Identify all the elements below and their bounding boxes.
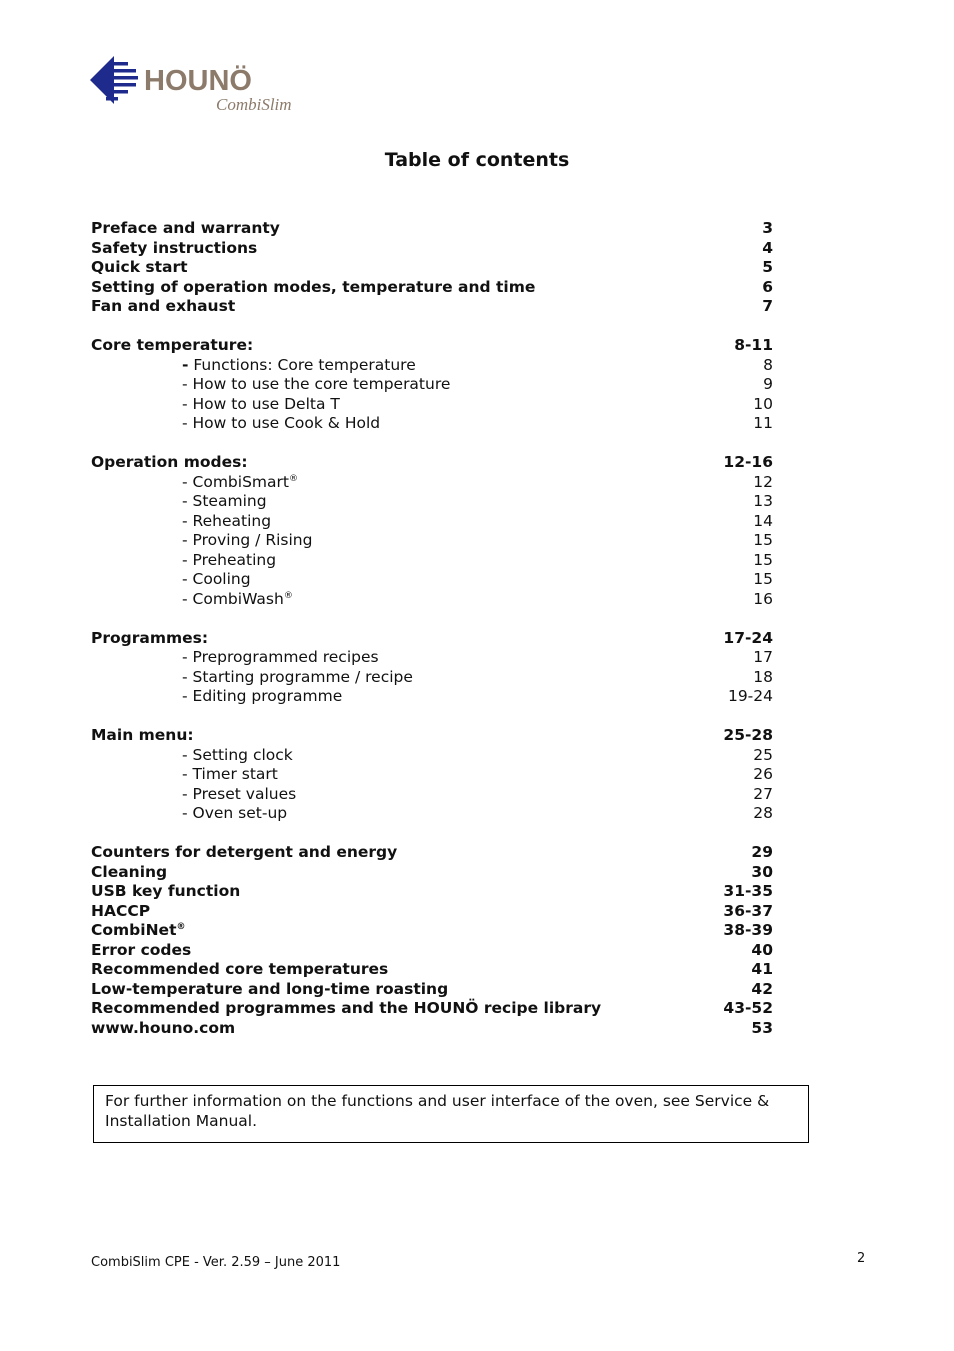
toc-entry (91, 941, 773, 961)
toc-entry-page: 10 (753, 394, 773, 413)
toc-entry (91, 921, 773, 941)
toc-entry-label (91, 473, 298, 493)
registered-mark: ® (283, 590, 293, 601)
toc-entry (91, 999, 773, 1019)
toc-subentry (91, 356, 773, 376)
toc-entry (91, 629, 773, 649)
toc-entry-text: - How to use Cook & Hold (182, 414, 381, 432)
registered-mark: ® (288, 473, 298, 484)
houno-logo-mark (88, 52, 303, 114)
toc-subentry (91, 512, 773, 532)
toc-entry-text: - CombiWash (182, 589, 284, 608)
toc-entry-text: Cleaning (91, 862, 168, 881)
toc-entry-page: 17-24 (723, 628, 773, 647)
toc-entry-text: Programmes: (91, 628, 209, 647)
toc-entry-label (91, 551, 276, 571)
toc-entry-text: - Oven set-up (182, 804, 288, 822)
toc-entry-page: 12 (753, 472, 773, 491)
toc-entry-text: - Cooling (182, 570, 251, 588)
toc-entry-page: 38-39 (723, 921, 773, 939)
toc-spacer (91, 317, 773, 337)
toc-entry (91, 902, 773, 922)
toc-entry-label (91, 239, 257, 259)
toc-entry-text: Quick start (91, 258, 188, 276)
toc-entry-label (91, 414, 380, 434)
toc-entry-text: Safety instructions (91, 238, 258, 257)
page-title: Table of contents (384, 149, 570, 171)
toc-entry-page: 31-35 (723, 882, 773, 900)
toc-subentry (91, 668, 773, 688)
toc-entry-page: 17 (753, 648, 773, 666)
toc-entry-page: 15 (753, 550, 773, 569)
toc-entry-text: Recommended programmes and the HOUNÖ recipe library (91, 999, 602, 1017)
toc-entry-label (91, 492, 267, 512)
toc-entry-label (91, 395, 340, 415)
toc-spacer (91, 609, 773, 629)
footer-text: CombiSlim CPE - Ver. 2.59 – June 2011 (91, 1255, 341, 1270)
toc-entry-label (91, 863, 167, 883)
toc-entry-page: 5 (762, 258, 773, 276)
toc-entry-label (91, 980, 448, 1000)
toc-entry-label (91, 882, 240, 902)
toc-entry-label (91, 668, 413, 688)
toc-entry-page: 25-28 (723, 726, 773, 744)
toc-entry-label (91, 531, 312, 551)
toc-subentry (91, 590, 773, 610)
toc-entry-text: USB key function (91, 882, 241, 900)
toc-entry-label (91, 746, 293, 766)
toc-entry-text: Main menu: (91, 726, 194, 744)
toc-entry-page: 29 (751, 843, 773, 861)
toc-entry-text: - How to use Delta T (182, 394, 340, 413)
toc-entry-label (91, 941, 191, 961)
toc-subentry (91, 414, 773, 434)
toc-entry-page: 18 (753, 667, 773, 686)
toc-entry-page: 4 (762, 238, 773, 257)
toc-entry-text: Fan and exhaust (91, 297, 236, 315)
toc-entry-page: 8 (763, 355, 773, 374)
toc-entry (91, 297, 773, 317)
toc-subentry (91, 551, 773, 571)
toc-entry (91, 960, 773, 980)
toc-entry-label (91, 297, 235, 317)
toc-entry-label (91, 765, 278, 785)
toc-entry (91, 1019, 773, 1039)
toc-entry (91, 863, 773, 883)
toc-entry-text: Setting of operation modes, temperature and time (91, 277, 536, 296)
toc-entry-label (91, 453, 248, 473)
toc-entry (91, 843, 773, 863)
toc-entry-label (91, 570, 251, 590)
toc-entry-label (91, 219, 280, 239)
toc-entry-text: Recommended core temperatures (91, 960, 389, 978)
toc-entry-page: 28 (753, 804, 773, 822)
toc-subentry (91, 648, 773, 668)
toc-entry-text: HACCP (91, 901, 151, 920)
toc-entry-text: - Preheating (182, 550, 277, 569)
toc-entry-text: - Editing programme (182, 687, 343, 705)
toc-entry-page: 15 (753, 531, 773, 549)
toc-entry-label (91, 356, 416, 376)
toc-entry (91, 453, 773, 473)
toc-subentry (91, 492, 773, 512)
toc-entry-label (91, 590, 293, 610)
toc-entry-text: Operation modes: (91, 453, 248, 471)
toc-entry-text: - Setting clock (182, 745, 293, 764)
toc-entry-page: 25 (753, 745, 773, 764)
toc-spacer (91, 434, 773, 454)
toc-entry-label (91, 258, 188, 278)
info-note-box: For further information on the functions and user interface of the oven, see Service & Installation Manual. (93, 1085, 809, 1143)
toc-entry-page: 13 (753, 492, 773, 510)
toc-entry-text: CombiNet (91, 921, 177, 939)
toc-entry-label (91, 902, 150, 922)
toc-entry-page: 3 (762, 219, 773, 237)
toc-subentry (91, 473, 773, 493)
toc-entry-page: 16 (753, 589, 773, 608)
toc-entry-page: 15 (753, 570, 773, 588)
toc-entry-text: Counters for detergent and energy (91, 843, 398, 861)
toc-entry-text: - Reheating (182, 511, 272, 530)
toc-entry (91, 278, 773, 298)
toc-entry (91, 980, 773, 1000)
toc-entry-page: 14 (753, 511, 773, 530)
toc-spacer (91, 707, 773, 727)
toc-subentry (91, 687, 773, 707)
toc-entry-page: 9 (763, 375, 773, 393)
toc-subentry (91, 804, 773, 824)
toc-entry-label (91, 336, 253, 356)
toc-entry (91, 726, 773, 746)
toc-entry-text: - Steaming (182, 492, 267, 510)
toc-entry-label (91, 921, 185, 941)
toc-subentry (91, 785, 773, 805)
toc-subentry (91, 375, 773, 395)
logo-brand-text: HOUNÖ (144, 65, 252, 97)
toc-entry-text: - CombiSmart (182, 472, 289, 491)
toc-entry-page: 12-16 (723, 453, 773, 471)
toc-entry-text: - How to use the core temperature (182, 375, 451, 393)
toc-subentry (91, 570, 773, 590)
table-of-contents (91, 219, 773, 1038)
toc-entry-text: - Preprogrammed recipes (182, 648, 379, 666)
toc-entry-label (91, 726, 194, 746)
toc-entry-label (91, 648, 379, 668)
toc-entry-page: 8-11 (734, 336, 773, 354)
toc-entry-page: 40 (751, 940, 773, 959)
toc-entry-page: 7 (762, 297, 773, 315)
toc-entry-page: 36-37 (723, 901, 773, 920)
toc-entry-page: 27 (753, 784, 773, 803)
toc-entry-label (91, 1019, 235, 1039)
toc-entry-label (91, 629, 208, 649)
toc-entry-label (91, 687, 342, 707)
toc-entry-page: 42 (751, 979, 773, 998)
toc-entry-label (91, 375, 450, 395)
toc-spacer (91, 824, 773, 844)
toc-entry-label (91, 785, 296, 805)
toc-entry-dash: - (182, 355, 189, 374)
toc-entry-label (91, 843, 397, 863)
toc-subentry (91, 765, 773, 785)
toc-entry-page: 30 (751, 862, 773, 881)
toc-entry (91, 336, 773, 356)
toc-entry-text: - Proving / Rising (182, 531, 313, 549)
toc-entry-text: www.houno.com (91, 1018, 236, 1037)
toc-entry-text: - Preset values (182, 784, 297, 803)
page-number: 2 (857, 1251, 866, 1266)
toc-entry-label (91, 999, 601, 1019)
toc-entry (91, 219, 773, 239)
toc-entry-page: 26 (753, 765, 773, 783)
toc-entry-text: Preface and warranty (91, 219, 280, 237)
toc-entry-label (91, 278, 535, 298)
toc-entry-text: Functions: Core temperature (188, 355, 416, 374)
toc-entry-label (91, 512, 271, 532)
toc-entry-page: 19-24 (727, 687, 773, 705)
toc-entry-text: Error codes (91, 940, 192, 959)
toc-entry-label (91, 804, 287, 824)
toc-entry-text: - Starting programme / recipe (182, 667, 413, 686)
logo-product-text: CombiSlim (216, 95, 292, 114)
toc-entry (91, 882, 773, 902)
toc-entry-page: 11 (753, 414, 773, 432)
toc-entry-text: - Timer start (182, 765, 278, 783)
toc-entry-page: 53 (751, 1018, 773, 1037)
toc-entry (91, 258, 773, 278)
registered-mark: ® (176, 921, 186, 932)
toc-subentry (91, 746, 773, 766)
toc-entry-label (91, 960, 388, 980)
toc-entry-page: 43-52 (723, 999, 773, 1017)
toc-entry-text: Core temperature: (91, 336, 254, 354)
toc-entry-page: 41 (751, 960, 773, 978)
toc-entry (91, 239, 773, 259)
toc-subentry (91, 395, 773, 415)
toc-entry-page: 6 (762, 277, 773, 296)
toc-entry-text: Low-temperature and long-time roasting (91, 979, 449, 998)
toc-subentry (91, 531, 773, 551)
houno-logo (88, 52, 303, 114)
